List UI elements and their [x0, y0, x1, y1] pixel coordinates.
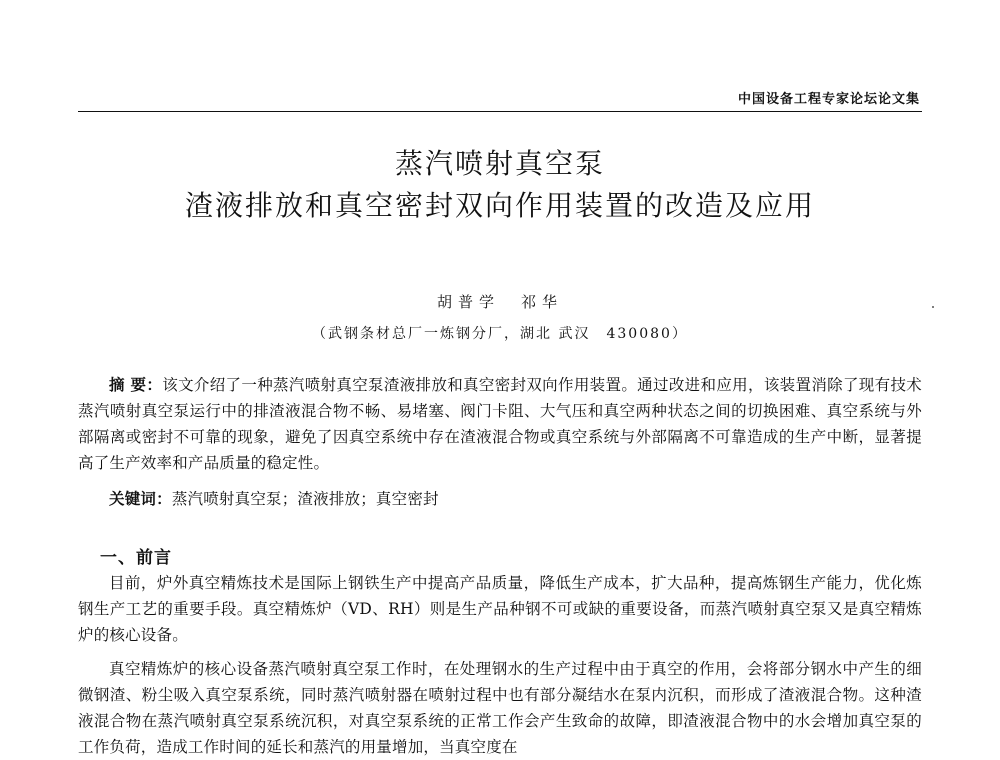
abstract-text: 该文介绍了一种蒸汽喷射真空泵渣液排放和真空密封双向作用装置。通过改进和应用，该装置消除了现有技术蒸汽喷射真空泵运行中的排渣液混合物不畅、易堵塞、阀门卡阻、大气压和真空两种状态之间的切换困难、真空系统与外部隔离或密封不可靠的现象，避免了因真空系统中存在渣液混合物或真空系统与外部隔离不可靠造成的生产中断，显著提高了生产效率和产品质量的稳定性。	[78, 376, 923, 472]
body-paragraph-1: 目前，炉外真空精炼技术是国际上钢铁生产中提高产品质量，降低生产成本，扩大品种，提高炼钢生产能力，优化炼钢生产工艺的重要手段。真空精炼炉（VD、RH）则是生产品种钢不可或缺的重要设备，而蒸汽喷射真空泵又是真空精炼炉的核心设备。	[78, 574, 922, 644]
paper-title-line-1: 蒸汽喷射真空泵	[394, 147, 605, 180]
header-rule	[78, 111, 922, 112]
scan-speck	[932, 306, 934, 308]
running-head: 中国设备工程专家论坛论文集	[737, 92, 920, 107]
affiliation: （武钢条材总厂一炼钢分厂，湖北 武汉 430080）	[312, 326, 688, 342]
keywords	[78, 486, 922, 512]
abstract	[78, 372, 922, 476]
abstract-label: 摘 要：	[109, 376, 163, 394]
keywords-label: 关键词：	[109, 490, 172, 508]
body-paragraph-2: 真空精炼炉的核心设备蒸汽喷射真空泵工作时，在处理钢水的生产过程中由于真空的作用，会将部分钢水中产生的细微钢渣、粉尘吸入真空泵系统，同时蒸汽喷射器在喷射过程中也有部分凝结水在泵内沉积，而形成了渣液混合物。这种渣液混合物在蒸汽喷射真空泵系统沉积，对真空泵系统的正常工作会产生致命的故障，即渣液混合物中的水会增加真空泵的工作负荷，造成工作时间的延长和蒸汽的用量增加，当真空度在	[78, 660, 922, 756]
keywords-text: 蒸汽喷射真空泵；渣液排放；真空密封	[171, 490, 439, 508]
authors: 胡普学 祁华	[436, 293, 563, 311]
section-heading: 一、前言	[100, 548, 172, 568]
paper-title-line-2: 渣液排放和真空密封双向作用装置的改造及应用	[184, 189, 815, 222]
